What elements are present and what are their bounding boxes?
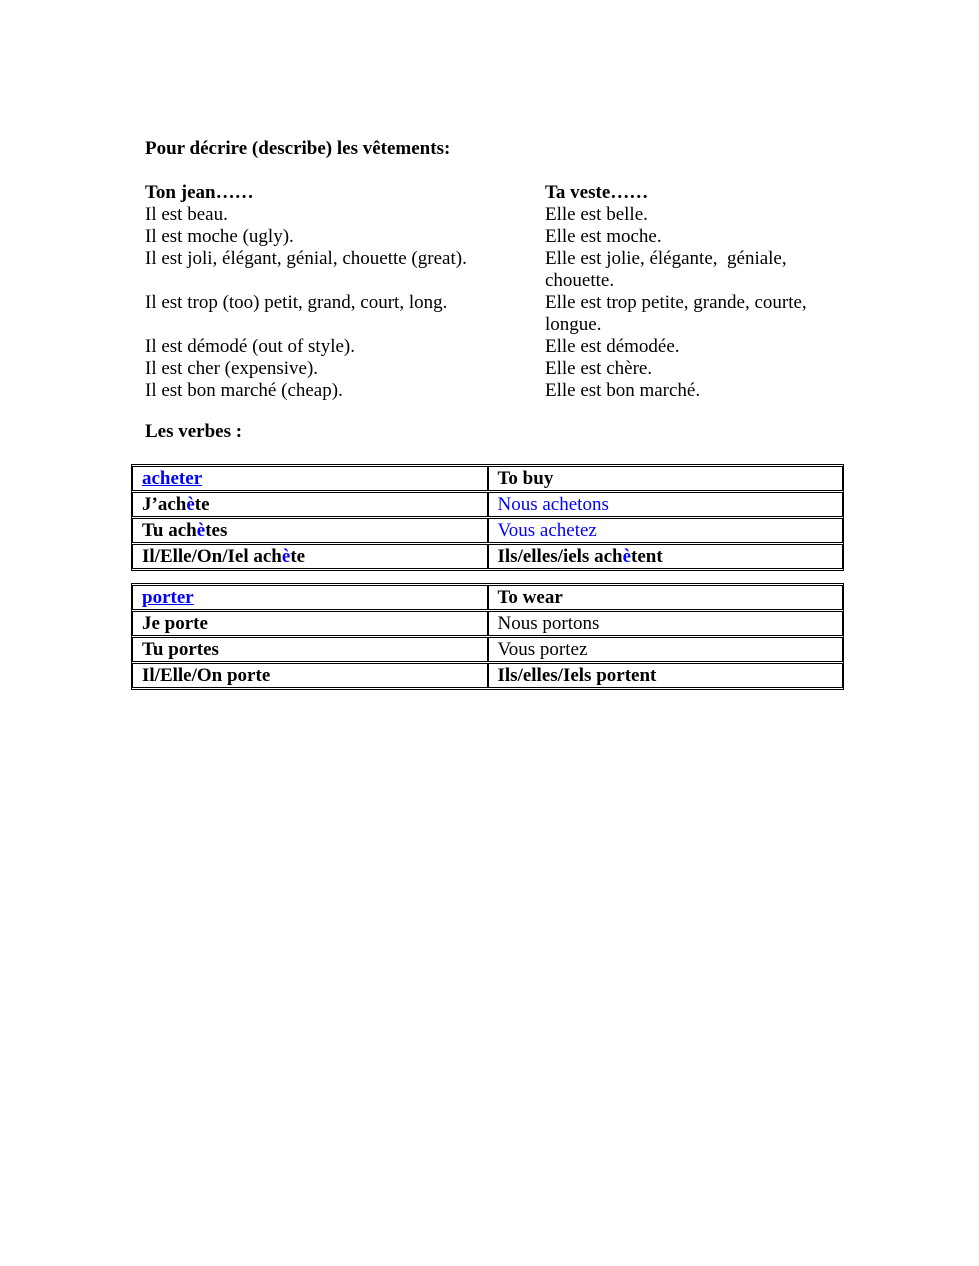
verb-table-acheter: [131, 464, 844, 571]
table-row: [132, 544, 843, 569]
text-line: Il est démodé (out of style).: [145, 336, 356, 357]
text-line: Il est cher (expensive).: [145, 358, 319, 379]
text-line: Elle est trop petite, grande, courte,: [545, 292, 807, 313]
cell-conjugation: Vous achetez: [488, 518, 844, 543]
text-line: Elle est moche.: [545, 226, 662, 247]
verb-table-porter: [131, 583, 844, 690]
cell-conjugation: Ils/elles/iels achètent: [488, 544, 844, 569]
cell-conjugation: Tu achètes: [132, 518, 488, 543]
section-heading-verbs: Les verbes :: [145, 421, 243, 442]
text-line-blank: [145, 270, 467, 292]
column-title-ton-jean: Ton jean……: [145, 182, 254, 203]
description-column-right: [545, 182, 807, 402]
cell-verb-infinitive: acheter: [132, 466, 488, 491]
page-title: Pour décrire (describe) les vêtements:: [145, 138, 451, 159]
cell-conjugation: Il/Elle/On/Iel achète: [132, 544, 488, 569]
cell-verb-translation: To wear: [488, 585, 844, 610]
text-line: Elle est belle.: [545, 204, 648, 225]
description-column-left: [145, 182, 467, 402]
text-line: chouette.: [545, 270, 615, 291]
text-line: longue.: [545, 314, 602, 335]
table-row-header: [132, 466, 843, 491]
cell-conjugation: Il/Elle/On porte: [132, 663, 488, 688]
table-row-header: [132, 585, 843, 610]
table-row: [132, 637, 843, 662]
table-row: [132, 611, 843, 636]
cell-conjugation: Nous achetons: [488, 492, 844, 517]
text-line: Il est joli, élégant, génial, chouette (great).: [145, 248, 467, 269]
cell-conjugation: Tu portes: [132, 637, 488, 662]
cell-verb-translation: To buy: [488, 466, 844, 491]
table-row: [132, 518, 843, 543]
text-line-blank: [145, 314, 467, 336]
cell-conjugation: J’achète: [132, 492, 488, 517]
text-line: Elle est jolie, élégante, géniale,: [545, 248, 787, 269]
cell-conjugation: Ils/elles/Iels portent: [488, 663, 844, 688]
text-line: Il est bon marché (cheap).: [145, 380, 343, 401]
cell-verb-infinitive: porter: [132, 585, 488, 610]
column-title-ta-veste: Ta veste……: [545, 182, 649, 203]
table-row: [132, 663, 843, 688]
cell-conjugation: Nous portons: [488, 611, 844, 636]
text-line: Elle est chère.: [545, 358, 653, 379]
text-line: Elle est bon marché.: [545, 380, 701, 401]
text-line: Il est trop (too) petit, grand, court, long.: [145, 292, 448, 313]
text-line: Il est moche (ugly).: [145, 226, 294, 247]
table-row: [132, 492, 843, 517]
cell-conjugation: Vous portez: [488, 637, 844, 662]
text-line: Il est beau.: [145, 204, 228, 225]
text-line: Elle est démodée.: [545, 336, 680, 357]
cell-conjugation: Je porte: [132, 611, 488, 636]
